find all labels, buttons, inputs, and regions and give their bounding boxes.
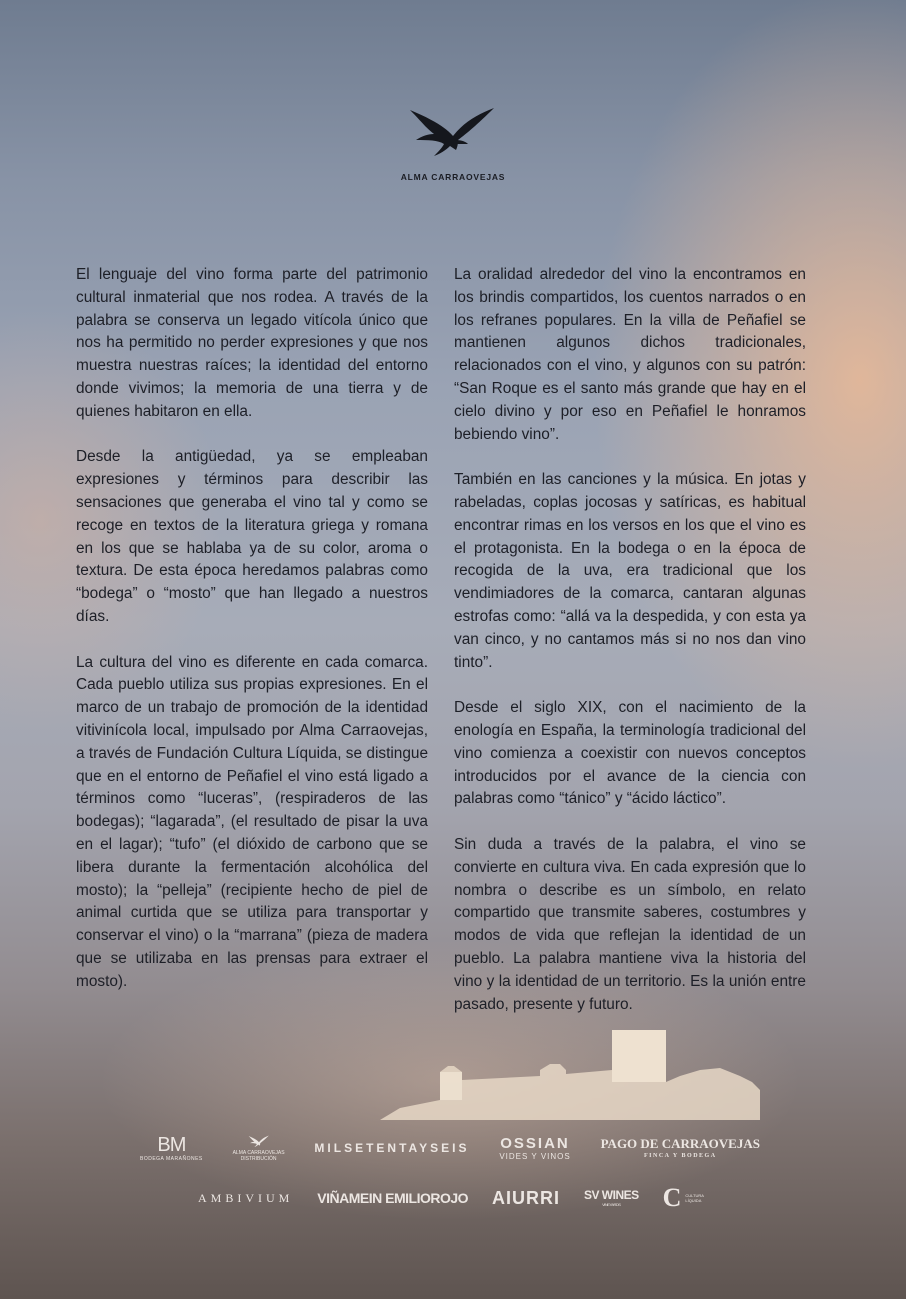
eagle-icon: [248, 1135, 270, 1148]
paragraph: Desde la antigüedad, ya se empleaban expresiones y términos para describir las sensaciones que generaba el vino tal y como se recoge en textos de la literatura griega y romana en los que se hablaba ya de su color, aroma o textura. De esta época heredamos palabras como “bodega” o “mosto” que han llegado a nuestros días.: [76, 448, 428, 625]
bm-logo-text: BM: [157, 1133, 186, 1156]
sv-wines-logo: [584, 1189, 639, 1207]
ossian-logo: [499, 1136, 570, 1161]
alma-distribucion-line2: DISTRIBUCIÓN: [240, 1155, 277, 1162]
cultura-liquida-line2: LÍQUIDA: [685, 1198, 702, 1203]
paragraph: Desde el siglo XIX, con el nacimiento de la enología en España, la terminología tradicional del vino comienza a coexistir con nuevos conceptos introducidos por el avance de la ciencia con palabras como “tánico” y “ácido láctico”.: [454, 699, 806, 808]
paragraph: La cultura del vino es diferente en cada comarca. Cada pueblo utiliza sus propias expresiones. En el marco de un trabajo de promoción de la identidad vitivinícola local, impulsado por Alma Carraovejas, a través de Fundación Cultura Líquida, se distingue que en el entorno de Peñafiel el vino está ligado a términos como “luceras”, (respiraderos de las bodegas); “lagarada”, (el resultado de pisar la uva en el lagar); “tufo” (el dióxido de carbono que se libera durante la fermentación alcohólica del mosto); la “pelleja” (recipiente hecho de piel de animal curtida que se utiliza para transportar y conservar el vino) o la “marrana” (pieza de madera que se utilizaba en las prensas para extraer el mosto).: [76, 653, 428, 990]
pago-de-carraovejas-logo: [601, 1137, 760, 1159]
cultura-liquida-mark: C: [662, 1183, 682, 1212]
sponsor-row: [140, 1178, 760, 1218]
ossian-logo-text: OSSIAN: [500, 1134, 570, 1152]
paragraph: También en las canciones y la música. En jotas y rabeladas, coplas jocosas y satíricas, es habitual encontrar rimas en los versos en los que el vino es el protagonista. En la bodega o en la época de recogida de la uva, era tradicional que los vendimiadores de la comarca, cantaran algunas estrofas como: “allá va la despedida, y con esta ya van cinco, y no cantamos más si no nos dan vino tinto”.: [454, 471, 806, 671]
castle-illustration: [380, 1020, 760, 1120]
header-logo: [0, 106, 906, 182]
ambivium-logo: AMBIVIUM: [198, 1191, 294, 1205]
bm-logo-subtitle: BODEGA MARAÑONES: [140, 1155, 203, 1162]
left-column: [76, 264, 428, 1016]
eagle-icon: [408, 106, 498, 160]
sv-wines-logo-text: SV WINES: [583, 1188, 639, 1202]
bm-logo: [140, 1135, 203, 1162]
aiurri-logo: AIURRI: [491, 1188, 560, 1208]
ossian-logo-subtitle: VIDES Y VINOS: [499, 1151, 571, 1161]
milsetentayseis-logo: MILSETENTAYSEIS: [314, 1141, 470, 1155]
pago-logo-subtitle: FINCA Y BODEGA: [643, 1153, 717, 1159]
sponsor-logos: [140, 1128, 760, 1218]
paragraph: El lenguaje del vino forma parte del patrimonio cultural inmaterial que nos rodea. A través de la palabra se conserva un legado vitícola único que nos ha permitido no perder expresiones y que nos muestra nuestras raíces; la identidad del entorno donde vivimos; la memoria de una tierra y de quienes habitaron en ella.: [76, 266, 428, 420]
cultura-liquida-logo: [663, 1185, 704, 1211]
right-column: [454, 264, 806, 1039]
pago-logo-text: PAGO DE CARRAOVEJAS: [600, 1136, 760, 1151]
sv-wines-logo-subtitle: VINEYARDS: [602, 1202, 621, 1207]
alma-distribucion-logo: [233, 1135, 285, 1162]
paragraph: La oralidad alrededor del vino la encontramos en los brindis compartidos, los cuentos narrados o en los refranes populares. En la villa de Peñafiel se mantienen algunos dichos tradicionales, relacionados con el vino, y algunos con su patrón: “San Roque es el santo más grande que hay en el cielo divino y por eso en Peñafiel le honramos bebiendo vino”.: [454, 266, 806, 443]
vinamein-emiliorojo-logo: VIÑAMEIN EMILIOROJO: [317, 1190, 469, 1206]
sponsor-row: [140, 1128, 760, 1168]
cultura-liquida-line1: CULTURA: [685, 1193, 704, 1198]
brand-name: ALMA CARRAOVEJAS: [400, 172, 506, 182]
alma-distribucion-line1: ALMA CARRAOVEJAS: [232, 1149, 285, 1156]
paragraph: Sin duda a través de la palabra, el vino se convierte en cultura viva. En cada expresión que lo nombra o describe es un símbolo, en relato compartido que transmite saberes, costumbres y modos de vida que reflejan la identidad de un pueblo. La palabra mantiene viva la historia del vino y la identidad de un territorio. Es la unión entre pasado, presente y futuro.: [454, 835, 806, 1013]
